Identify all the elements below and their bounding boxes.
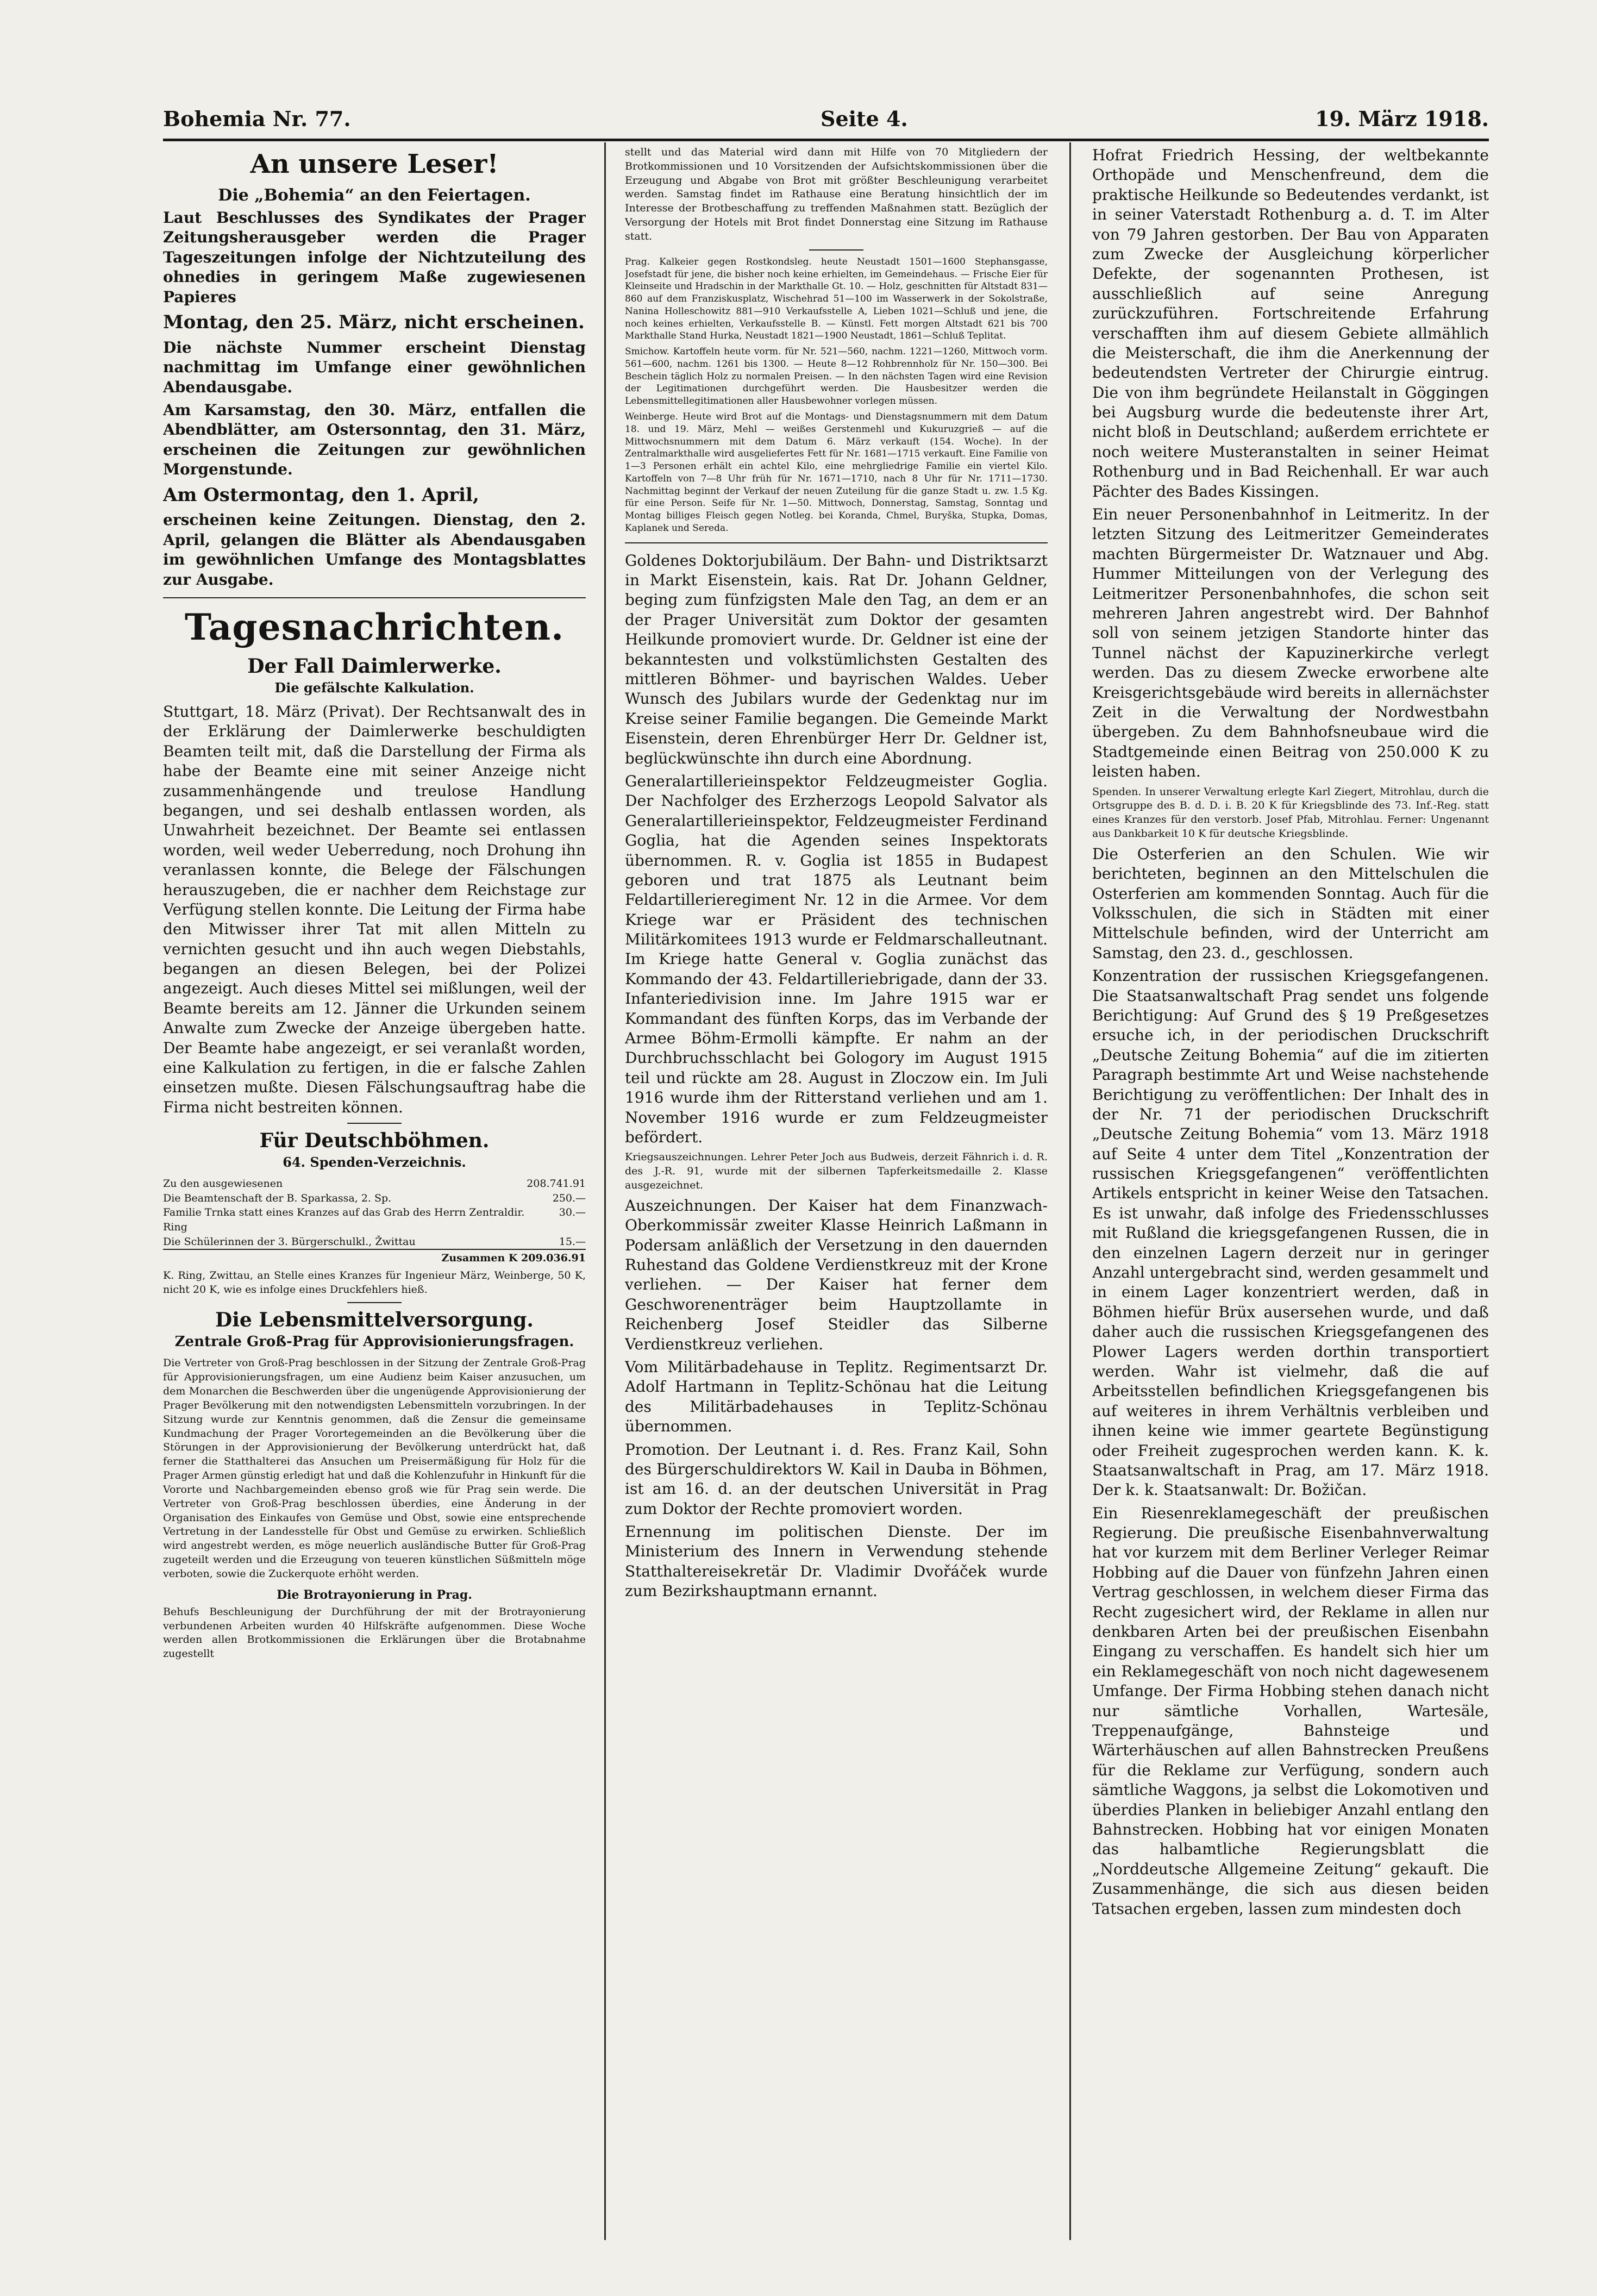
article-subtitle: 64. Spenden-Verzeichnis. (283, 1154, 466, 1171)
notice-smichow: Smichow. Kartoffeln heute vorm. für Nr. 521—560, nachm. 1221—1260, Mittwoch vorm. 561—600, nachm. 1261 bis 1300. — Heute 8—12 Rohbrennholz für Nr. 150—300. Bei Beschein täglich Holz zu normalen Preisen. — In den nächsten Tagen wird eine Revision der Legitimationen durchgeführt werden. Die Hausbesitzer werden die Lebensmittellegitimationen aller Hausbewohner vorlegen müssen. (625, 346, 1048, 407)
section-rule (163, 597, 586, 598)
donation-row: Zu den ausgewiesenen 208.741.91 (163, 1178, 586, 1190)
masthead-date: 19. März 1918. (1315, 107, 1489, 131)
article-promotion: Promotion. Der Leutnant i. d. Res. Franz Kail, Sohn des Bürgerschuldirektors W. Kail in Dauba in Böhmen, ist am 16. d. an der deutschen Universität in Prag zum Doktor der Rechte promoviert worden. (625, 1440, 1048, 1518)
article-subtitle: Zentrale Groß-Prag für Approvisionierungsfragen. (174, 1334, 574, 1350)
masthead-rule (163, 139, 1489, 141)
article-goglia: Generalartillerieinspektor Feldzeugmeister Goglia. Der Nachfolger des Erzherzogs Leopold Salvator als Generalartillerieinspektor, Feldzeugmeister Ferdinand Goglia, hat die Agenden seines Inspektorats übernommen. R. v. Goglia ist 1855 in Budapest geboren und trat 1875 als Leutnant beim Feldartillerieregiment Nr. 12 in die Armee. Vor dem Kriege war er Präsident des technischen Militärkomitees 1913 wurde er Feldmarschalleutnant. Im Kriege hatte General v. Goglia zunächst das Kommando der 43. Feldartilleriebrigade, dann der 33. Infanteriedivision inne. Im Jahre 1915 war er Kommandant des fünften Korps, das im Verbande der Armee Böhm-Ermolli kämpfte. Er nahm an der Durchbruchsschlacht bei Gologory im August 1915 teil und rückte am 28. August in Zloczow ein. Im Juli 1916 wurde ihm der Ritterstand verliehen und am 1. November 1916 wurde er zum Feldzeugmeister befördert. (625, 772, 1048, 1146)
article-title: Der Fall Daimlerwerke. (247, 655, 502, 678)
column-rule (1069, 142, 1071, 2240)
article-title: Die Brotrayonierung in Prag. (277, 1587, 472, 1602)
article-spenden: Spenden. In unserer Verwaltung erlegte Karl Ziegert, Mitrohlau, durch die Ortsgruppe des B. d. D. i. B. 20 K für Kriegsblinde des 73. Inf.-Reg. statt eines Kranzes für den verstorb. Josef Pfab, Mitrohlau. Ferner: Ungenannt aus Dankbarkeit 10 K für deutsche Kriegsblinde. (1092, 785, 1489, 840)
divider (347, 1123, 402, 1124)
article-body: Stuttgart, 18. März (Privat). Der Rechtsanwalt des in der Erklärung der Daimlerwerke beschuldigten Beamten teilt mit, daß die Darstellung der Firma als habe der Beamte eine mit seiner Anzeige nicht zusammenhängende und treulose Handlung begangen, und sei deshalb entlassen worden, als Unwahrheit bezeichnet. Der Beamte sei entlassen worden, weil weder Ueberredung, noch Drohung ihn veranlassen konnte, die Belege der Fälschungen herauszugeben, die er nachher dem Reichstage zur Verfügung stellen konnte. Die Leitung der Firma habe den Mitwisser ihrer Tat mit allen Mitteln zu vernichten gesucht und ihn auch wegen Diebstahls, begangen an diesen Belegen, bei der Polizei angezeigt. Auch dieses Mittel sei mißlungen, weil der Beamte bereits am 12. Jänner die Urkunden seinem Anwalte zum Zwecke der Anzeige übergeben hatte. Der Beamte habe angezeigt, er sei veranlaßt worden, eine Kalkulation zu fertigen, in die er falsche Zahlen einsetzen mußte. Diesen Fälschungsauftrag habe die Firma nicht bestreiten können. (163, 703, 586, 1116)
article-goldenes-jubilaeum: Goldenes Doktorjubiläum. Der Bahn- und Distriktsarzt in Markt Eisenstein, kais. Rat Dr. Johann Geldner, beging zum fünfzigsten Male den Tag, an dem er an der Prager Universität zum Doktor der gesamten Heilkunde promoviert wurde. Dr. Geldner ist eine der bekanntesten und volkstümlichsten Gestalten des mittleren Böhmer- und bayrischen Waldes. Ueber Wunsch des Jubilars wurde der Gedenktag nur im Kreise seiner Familie begangen. Die Gemeinde Markt Eisenstein, deren Ehrenbürger Herr Dr. Geldner ist, beglückwünschte ihn durch eine Abordnung. (625, 551, 1048, 767)
article-title: Die Lebensmittelversorgung. (215, 1309, 534, 1332)
notice-weinberge: Weinberge. Heute wird Brot auf die Montags- und Dienstagsnummern mit dem Datum 18. und 19. März, Mehl — weißes Gerstenmehl und Kukuruzgrieß — auf die Mittwochsnummern mit dem Datum 6. März verkauft (154. Woche). In der Zentralmarkthalle wird ausgeliefertes Fett für Nr. 1681—1715 verkauft. Eine Familie von 1—3 Personen erhält ein achtel Kilo, eine mehrgliedrige Familie ein viertel Kilo. Kartoffeln von 7—8 Uhr früh für Nr. 1671—1710, nach 8 Uhr für Nr. 1711—1730. Nachmittag beginnt der Verkauf der neuen Zuteilung für die ganze Stadt u. zw. 1.5 Kg. für eine Person. Seife für Nr. 1—50. Mittwoch, Donnerstag, Samstag, Sonntag und Montag billiges Fleisch gegen Notleg. bei Koranda, Chmel, Buryška, Stupka, Domas, Kaplanek und Sereda. (625, 411, 1048, 534)
notice-subtitle: Die „Bohemia“ an den Feiertagen. (218, 186, 531, 205)
divider (347, 1302, 402, 1303)
article-body: Behufs Beschleunigung der Durchführung der mit der Brotrayonierung verbundenen Arbeiten wurden 40 Hilfskräfte aufgenommen. Diese Woche werden allen Brotkommissionen die Erklärungen über die Brotabnahme zugestellt (163, 1605, 586, 1660)
column-1 (163, 146, 586, 2238)
notice-paragraph: Die nächste Nummer erscheint Dienstag nachmittag im Umfange einer gewöhnlichen Abendausgabe. (163, 338, 586, 396)
section-heading: Tagesnachrichten. (184, 606, 565, 648)
article-osterferien: Die Osterferien an den Schulen. Wie wir berichteten, beginnen an den Mittelschulen die Osterferien am kommenden Sonntag. Auch für die Volksschulen, die sich in Städten mit einer Mittelschule befinden, wird der Unterricht am Samstag, den 23. d., geschlossen. (1092, 844, 1489, 962)
masthead-page-number: Seite 4. (821, 107, 908, 131)
article-hessing: Hofrat Friedrich Hessing, der weltbekannte Orthopäde und Menschenfreund, dem die praktische Heilkunde so Bedeutendes verdankt, ist in seiner Vaterstadt Rothenburg a. d. T. im Alter von 79 Jahren gestorben. Der Bau von Apparaten zum Zwecke der Ausgleichung körperlicher Defekte, der sogenannten Prothesen, ist ausschließlich auf seine Anregung zurückzuführen. Fortschreitende Erfahrung verschafften ihm auf diesem Gebiete allmählich die Meisterschaft, die ihm die Anerkennung der bedeutendsten Vertreter der Chirurgie eintrug. Die von ihm begründete Heilanstalt in Göggingen bei Augsburg wurde die bedeutenste ihrer Art, nicht bloß in Deutschland; außerdem errichtete er noch weitere Musteranstalten in seiner Heimat Rothenburg und in Bad Reichenhall. Er war auch Pächter des Bades Kissingen. (1092, 146, 1489, 501)
donation-row: Die Schülerinnen der 3. Bürgerschulkl., Žwittau 15.— (163, 1235, 586, 1248)
donation-total: Zusammen K 209.036.91 (163, 1249, 586, 1266)
notice-title: An unsere Leser! (250, 149, 499, 179)
notice-date-line: Am Ostermontag, den 1. April, (163, 484, 479, 506)
article-ernennung: Ernennung im politischen Dienste. Der im Ministerium des Innern in Verwendung stehende Statthaltereisekretär Dr. Vladimir Dvořáček wurde zum Bezirkshauptmann ernannt. (625, 1523, 1048, 1600)
donation-row: Familie Trnka statt eines Kranzes auf das Grab des Herrn Zentraldir. Ring 30.— (163, 1206, 586, 1233)
masthead-issue: Bohemia Nr. 77. (163, 107, 351, 131)
notice-prag: Prag. Kalkeier gegen Rostkondsleg. heute Neustadt 1501—1600 Stephansgasse, Josefstadt für jene, die bisher noch keine erhielten, im Gemeindehaus. — Frische Eier für Kleinseite und Hradschin in der Markthalle Gt. 10. — Holz, geschnitten für Altstadt 831—860 auf dem Franziskusplatz, Wischehrad 51—100 im Wasserwerk in der Sokolstraße, Nanina Holleschowitz 881—910 Verkaufsstelle A, Lieben 1021—Schluß und jene, die noch keines erhielten, Verkaufsstelle B. — Künstl. Fett morgen Altstadt 621 bis 700 Markthalle Stand Hurka, Neustadt 1821—1900 Neustadt, 1861—Schluß Teplitat. (625, 256, 1048, 342)
article-kriegsauszeichnungen: Kriegsauszeichnungen. Lehrer Peter Joch aus Budweis, derzeit Fähnrich i. d. R. des J.-R. 91, wurde mit der silbernen Tapferkeitsmedaille 2. Klasse ausgezeichnet. (625, 1151, 1048, 1192)
article-title: Für Deutschböhmen. (259, 1129, 490, 1153)
column-rule (604, 142, 606, 2240)
donation-note: K. Ring, Zwittau, an Stelle eines Kranzes für Ingenieur März, Weinberge, 50 K, nicht 20 K, wie es infolge eines Druckfehlers hieß. (163, 1269, 586, 1296)
article-auszeichnungen: Auszeichnungen. Der Kaiser hat dem Finanzwach-Oberkommissär zweiter Klasse Heinrich Laßmann in Podersam anläßlich der Versetzung in den dauernden Ruhestand das Goldene Verdienstkreuz mit der Krone verliehen. — Der Kaiser hat ferner dem Geschworenenträger beim Hauptzollamte in Reichenberg Josef Steidler das Silberne Verdienstkreuz verliehen. (625, 1196, 1048, 1353)
notice-date-line: Montag, den 25. März, nicht erscheinen. (163, 311, 585, 333)
article-militaerbadehaus: Vom Militärbadehause in Teplitz. Regimentsarzt Dr. Adolf Hartmann in Teplitz-Schönau hat die Leitung des Militärbadehauses in Teplitz-Schönau übernommen. (625, 1357, 1048, 1436)
article-personenbahnhof: Ein neuer Personenbahnhof in Leitmeritz. In der letzten Sitzung des Leitmeritzer Gemeinderates machten Bürgermeister Dr. Watznauer und Abg. Hummer Mitteilungen von der Verlegung des Leitmeritzer Personenbahnhofes, die schon seit mehreren Jahren angestrebt wird. Der Bahnhof soll von seinem jetzigen Standorte hinter das Tunnel nächst der Kapuzinerkirche verlegt werden. Das zu diesem Zwecke erworbene alte Kreisgerichtsgebäude wird bereits in allernächster Zeit in die Verwaltung der Nordwestbahn übergeben. Zu dem Bahnhofsneubaue wird die Stadtgemeinde einen Beitrag von 250.000 K zu leisten haben. (1092, 505, 1489, 781)
article-kriegsgefangene: Konzentration der russischen Kriegsgefangenen. Die Staatsanwaltschaft Prag sendet uns folgende Berichtigung: Auf Grund des § 19 Preßgesetzes ersuche ich, in der periodischen Druckschrift „Deutsche Zeitung Bohemia“ auf die im zitierten Paragraph bestimmte Art und Weise nachstehende Berichtigung zu veröffentlichen: Der Inhalt des in der Nr. 71 der periodischen Druckschrift „Deutsche Zeitung Bohemia“ vom 13. März 1918 auf Seite 4 unter dem Titel „Konzentration der russischen Kriegsgefangenen“ veröffentlichten Artikels entspricht in keiner Weise den Tatsachen. Es ist unwahr, daß infolge des Friedensschlusses mit Rußland die kriegsgefangenen Russen, die in den einzelnen Lagern derzeit nur in geringer Anzahl untergebracht sind, werden gesammelt und in einem Lager konzentriert werden, daß in Böhmen hiefür Brüx ausersehen wurde, und daß daher auch die russischen Kriegsgefangenen des Plower Lagers werden dorthin transportiert werden. Wahr ist vielmehr, daß die auf Arbeitsstellen befindlichen Kriegsgefangenen bis auf weiteres in ihrem Verhältnis verbleiben und ihnen keine wie immer geartete Begünstigung oder Freiheit zugesprochen werden kann. K. k. Staatsanwaltschaft in Prag, am 17. März 1918. Der k. k. Staatsanwalt: Dr. Božičan. (1092, 967, 1489, 1499)
column-2 (625, 146, 1048, 2238)
masthead (163, 102, 1489, 136)
article-body: Die Vertreter von Groß-Prag beschlossen in der Sitzung der Zentrale Groß-Prag für Approvisionierungsfragen, um eine Audienz beim Kaiser anzusuchen, um dem Monarchen die Beschwerden über die ungenügende Approvisionierung der Prager Bevölkerung mit den notwendigsten Lebensmitteln vorzubringen. In der Sitzung wurde zur Kenntnis genommen, daß die Zensur die gemeinsame Kundmachung der Prager Vorortegemeinden an die Bevölkerung über die Störungen in der Approvisionierung der Bevölkerung unterdrückt hat, daß ferner die Statthalterei das Ansuchen um Preisermäßigung für Holz für die Prager Armen günstig erledigt hat und daß die Kohlenzufuhr in Hinkunft für die Vororte und Nachbargemeinden ebenso groß wie für Prag sein werde. Die Vertreter von Groß-Prag beschlossen überdies, eine Änderung in der Organisation des Einkaufes von Gemüse und Obst, sowie eine entsprechende Vertretung in der Landesstelle für Obst und Gemüse zu erwirken. Schließlich wird angestrebt werden, es möge neuerlich ausländische Butter für Groß-Prag zugeteilt werden und die Erzeugung von teueren künstlichen Süßmitteln möge verboten, sowie die Zuckerquote erhöht werden. (163, 1357, 586, 1580)
notice-paragraph: Laut Beschlusses des Syndikates der Prager Zeitungsherausgeber werden die Prager Tageszeitungen infolge der Nichtzuteilung des ohnedies in geringem Maße zugewiesenen Papieres (163, 209, 586, 306)
article-body: stellt und das Material wird dann mit Hilfe von 70 Mitgliedern der Brotkommissionen und 10 Vorsitzenden der Aufsichtskommissionen über die Erzeugung und Abgabe von Brot mit größter Beschleunigung verarbeitet werden. Samstag findet im Rathause eine Beratung hinsichtlich der im Interesse der Brotbeschaffung zu treffenden Maßnahmen statt. Bezüglich der Versorgung der Hotels mit Brot findet Donnerstag eine Sitzung im Rathause statt. (625, 146, 1048, 242)
notice-paragraph: erscheinen keine Zeitungen. Dienstag, den 2. April, gelangen die Blätter als Abendausgaben im gewöhnlichen Umfange des Montagsblattes zur Ausgabe. (163, 511, 586, 589)
notice-paragraph: Am Karsamstag, den 30. März, entfallen die Abendblätter, am Ostersonntag, den 31. März, erscheinen die Zeitungen zur gewöhnlichen Morgenstunde. (163, 401, 586, 479)
article-riesenreklame: Ein Riesenreklamegeschäft der preußischen Regierung. Die preußische Eisenbahnverwaltung hat vor kurzem mit dem Berliner Verleger Reimar Hobbing auf die Dauer von fünfzehn Jahren einen Vertrag geschlossen, in welchem dieser Firma das Recht zugesichert wird, der Reklame in allen nur denkbaren Arten bei der preußischen Eisenbahn Eingang zu verschaffen. Es handelt sich hier um ein Reklamegeschäft von noch nicht dagewesenem Umfange. Der Firma Hobbing stehen danach nicht nur sämtliche Vorhallen, Wartesäle, Treppenaufgänge, Bahnsteige und Wärterhäuschen auf allen Bahnstrecken Preußens für die Reklame zur Verfügung, sondern auch sämtliche Waggons, ja selbst die Lokomotiven und überdies Planken in beliebiger Anzahl entlang den Bahnstrecken. Hobbing hat vor einigen Monaten das halbamtliche Regierungsblatt die „Norddeutsche Allgemeine Zeitung“ gekauft. Die Zusammenhänge, die sich aus diesen beiden Tatsachen ergeben, lassen zum mindesten doch (1092, 1504, 1489, 1918)
donation-row: Die Beamtenschaft der B. Sparkassa, 2. Sp. 250.— (163, 1192, 586, 1204)
section-rule (625, 542, 1048, 543)
divider (809, 249, 863, 251)
article-subtitle: Die gefälschte Kalkulation. (274, 680, 474, 696)
column-3 (1092, 146, 1489, 2238)
